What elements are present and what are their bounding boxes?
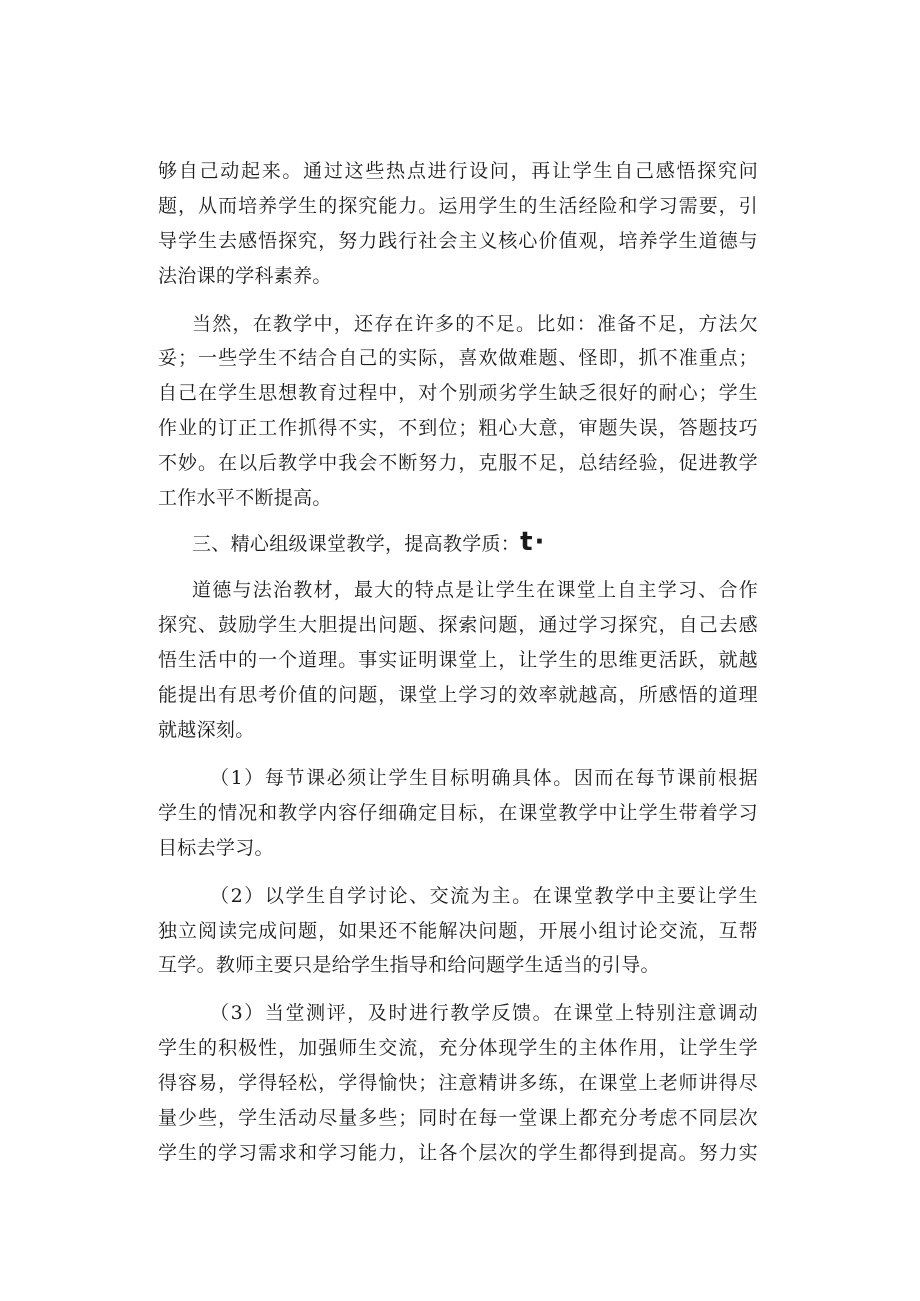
text-line: 妥；一些学生不结合自己的实际，喜欢做难题、怪即，抓不准重点； [158, 347, 758, 369]
text-line: 不妙。在以后教学中我会不断努力，克服不足，总结经验，促进教学 [158, 452, 758, 474]
text-line: 量少些，学生活动尽量多些；同时在每一堂课上都充分考虑不同层次 [158, 1107, 758, 1129]
section-heading-text: 三、精心组级课堂教学，提高教学质： [192, 533, 521, 555]
text-line: （3）当堂测评，及时进行教学反馈。在课堂上特别注意调动 [210, 1002, 758, 1024]
section-heading [192, 527, 546, 557]
text-line: 目标去学习。 [158, 837, 274, 859]
section-heading-tail: t· [520, 527, 547, 557]
text-line: 学生的学习需求和学习能力，让各个层次的学生都得到提高。努力实 [158, 1142, 758, 1164]
text-line: （2）以学生自学讨论、交流为主。在课堂教学中主要让学生 [210, 885, 758, 907]
text-line: 法治课的学科素养。 [158, 265, 332, 287]
text-line: 互学。教师主要只是给学生指导和给问题学生适当的引导。 [158, 954, 660, 976]
text-line: 够自己动起来。通过这些热点进行设问，再让学生自己感悟探究问 [158, 160, 758, 182]
text-line: 自己在学生思想教育过程中，对个别顽劣学生缺乏很好的耐心；学生 [158, 382, 758, 404]
text-line: （1）每节课必须让学生目标明确具体。因而在每节课前根据 [210, 767, 758, 789]
text-line: 能提出有思考价值的问题，课堂上学习的效率就越高，所感悟的道理 [158, 684, 758, 706]
text-line: 学生的情况和教学内容仔细确定目标，在课堂教学中让学生带着学习 [158, 802, 758, 824]
text-line: 悟生活中的一个道理。事实证明课堂上，让学生的思维更活跃，就越 [158, 649, 758, 671]
text-line: 工作水平不断提高。 [158, 487, 332, 509]
text-line: 导学生去感悟探究，努力践行社会主义核心价值观，培养学生道德与 [158, 230, 758, 252]
text-line: 作业的订正工作抓得不实，不到位；粗心大意，审题失误，答题技巧 [158, 417, 758, 439]
text-line: 学生的积极性，加强师生交流，充分体现学生的主体作用，让学生学 [158, 1037, 758, 1059]
text-line: 当然，在教学中，还存在许多的不足。比如：准备不足，方法欠 [192, 313, 758, 335]
text-line: 得容易，学得轻松，学得愉快；注意精讲多练，在课堂上老师讲得尽 [158, 1072, 758, 1094]
text-line: 独立阅读完成问题，如果还不能解决问题，开展小组讨论交流，互帮 [158, 920, 758, 942]
text-line: 探究、鼓励学生大胆提出问题、探索问题，通过学习探究，自己去感 [158, 614, 758, 636]
text-line: 道德与法治教材，最大的特点是让学生在课堂上自主学习、合作 [192, 579, 758, 601]
text-line: 就越深刻。 [158, 719, 255, 741]
text-line: 题，从而培养学生的探究能力。运用学生的生活经险和学习需要，引 [158, 195, 758, 217]
